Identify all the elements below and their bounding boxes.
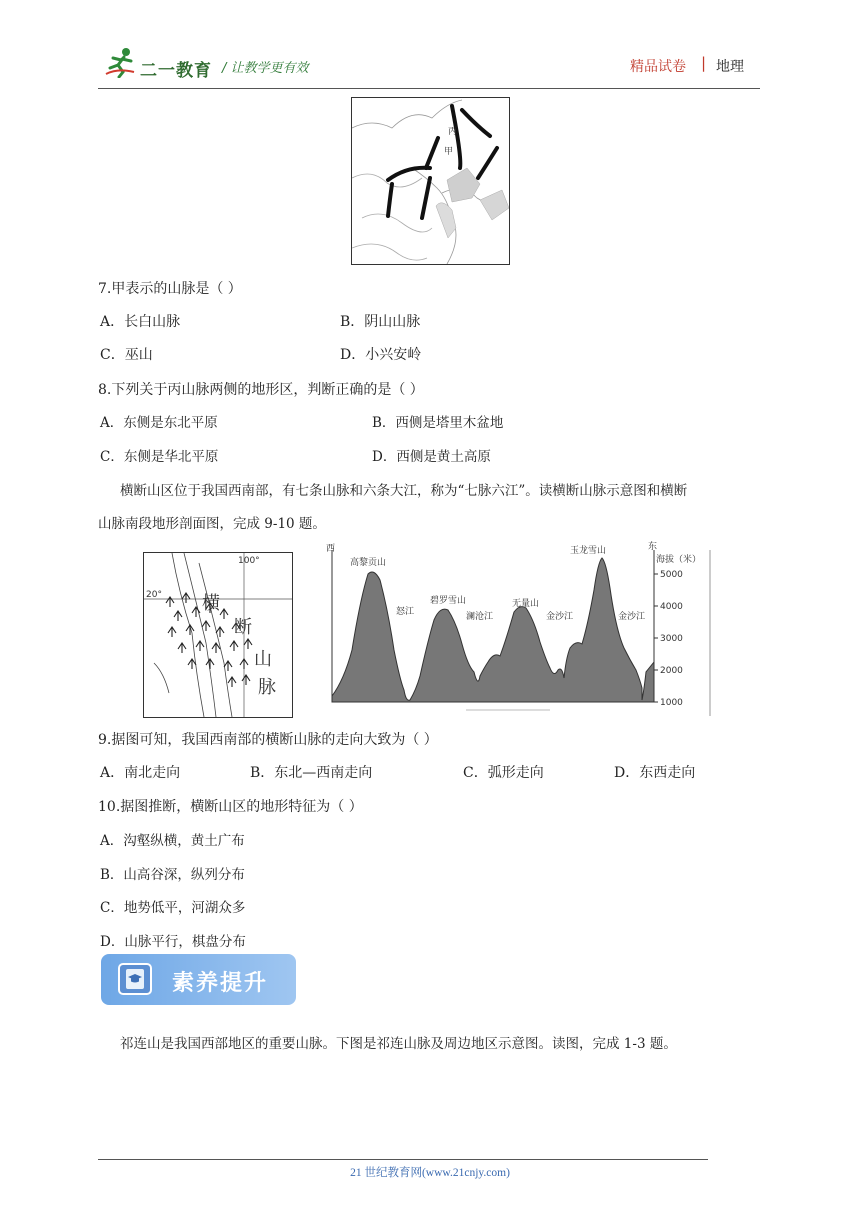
runner-logo-icon xyxy=(104,46,138,78)
map2-figure xyxy=(144,553,292,717)
north-china-mountain-map xyxy=(351,97,510,265)
profile-tick-5000: 5000 xyxy=(660,570,683,580)
intro1-line2: 山脉南段地形剖面图，完成 9-10 题。 xyxy=(98,516,326,532)
q10-option-a[interactable]: A．沟壑纵横，黄土广布 xyxy=(100,833,245,849)
map2-title-char-2: 断 xyxy=(234,617,252,638)
q9-option-b[interactable]: B．东北—西南走向 xyxy=(250,765,373,781)
profile-west: 西 xyxy=(326,544,336,554)
map2-title-char-3: 山 xyxy=(254,649,272,670)
river-nujiang: 怒江 xyxy=(396,607,415,617)
q8-option-b[interactable]: B．西侧是塔里木盆地 xyxy=(372,415,504,431)
slogan: / 让教学更有效 xyxy=(222,61,309,76)
map1-label-bing: 丙 xyxy=(448,127,458,137)
subject-label: 地理 xyxy=(716,59,744,75)
section-badge-label: 素养提升 xyxy=(172,971,269,996)
q8-stem: 8.下列关于丙山脉两侧的地形区，判断正确的是（ ） xyxy=(98,382,424,398)
header-separator: | xyxy=(701,54,707,72)
category-label: 精品试卷 xyxy=(630,59,686,75)
footer-text[interactable]: 21 世纪教育网(www.21cnjy.com) xyxy=(350,1167,510,1179)
graduation-cap-book-icon xyxy=(118,963,152,995)
map1-label-jia: 甲 xyxy=(444,147,454,157)
logo xyxy=(104,46,138,78)
river-lancang: 澜沧江 xyxy=(466,612,494,622)
q9-option-c[interactable]: C．弧形走向 xyxy=(463,765,544,781)
profile-tick-3000: 3000 xyxy=(660,634,683,644)
profile-tick-2000: 2000 xyxy=(660,666,683,676)
river-jinsha-2: 金沙江 xyxy=(618,612,646,622)
peak-wuliang: 无量山 xyxy=(512,599,540,609)
profile-axis-title: 海拔（米） xyxy=(656,555,702,565)
q8-option-a[interactable]: A．东侧是东北平原 xyxy=(100,415,218,431)
q9-option-d[interactable]: D．东西走向 xyxy=(614,765,696,781)
map2-title-char-4: 脉 xyxy=(258,677,276,698)
map1-figure xyxy=(352,98,509,264)
intro1-line1: 横断山区位于我国西南部，有七条山脉和六条大江，称为“七脉六江”。读横断山脉示意图和横断 xyxy=(120,483,688,499)
river-jinsha-1: 金沙江 xyxy=(546,612,574,622)
profile-tick-4000: 4000 xyxy=(660,602,683,612)
terrain-profile xyxy=(324,540,716,720)
header-rule xyxy=(98,88,760,89)
profile-tick-1000: 1000 xyxy=(660,698,683,708)
q8-option-c[interactable]: C．东侧是华北平原 xyxy=(100,449,219,465)
q7-option-c[interactable]: C．巫山 xyxy=(100,347,153,363)
intro2-line1: 祁连山是我国西部地区的重要山脉。下图是祁连山脉及周边地区示意图。读图，完成 1-3 题。 xyxy=(120,1036,677,1052)
q10-option-d[interactable]: D．山脉平行，棋盘分布 xyxy=(100,934,246,950)
q9-option-a[interactable]: A．南北走向 xyxy=(100,765,181,781)
footer-rule xyxy=(98,1159,708,1160)
q10-option-c[interactable]: C．地势低平，河湖众多 xyxy=(100,900,246,916)
q7-option-a[interactable]: A．长白山脉 xyxy=(100,314,181,330)
q7-option-b[interactable]: B．阴山山脉 xyxy=(340,314,421,330)
q8-option-d[interactable]: D．西侧是黄土高原 xyxy=(372,449,491,465)
profile-east: 东 xyxy=(648,542,658,552)
terrain-profile-figure xyxy=(324,540,716,720)
peak-gaoligong: 高黎贡山 xyxy=(350,558,387,568)
peak-yulong: 玉龙雪山 xyxy=(570,546,607,556)
peak-biluo: 碧罗雪山 xyxy=(430,596,467,606)
q9-stem: 9.据图可知，我国西南部的横断山脉的走向大致为（ ） xyxy=(98,732,438,748)
q7-stem: 7.甲表示的山脉是（ ） xyxy=(98,281,242,297)
q10-stem: 10.据图推断，横断山区的地形特征为（ ） xyxy=(98,799,363,815)
hengduan-map xyxy=(143,552,293,718)
q7-option-d[interactable]: D．小兴安岭 xyxy=(340,347,422,363)
map2-latitude: 20° xyxy=(146,590,162,600)
q10-option-b[interactable]: B．山高谷深，纵列分布 xyxy=(100,867,245,883)
map2-longitude: 100° xyxy=(238,556,260,566)
map2-title-char-1: 横 xyxy=(202,593,220,614)
logo-text: 二一教育 xyxy=(140,61,212,81)
